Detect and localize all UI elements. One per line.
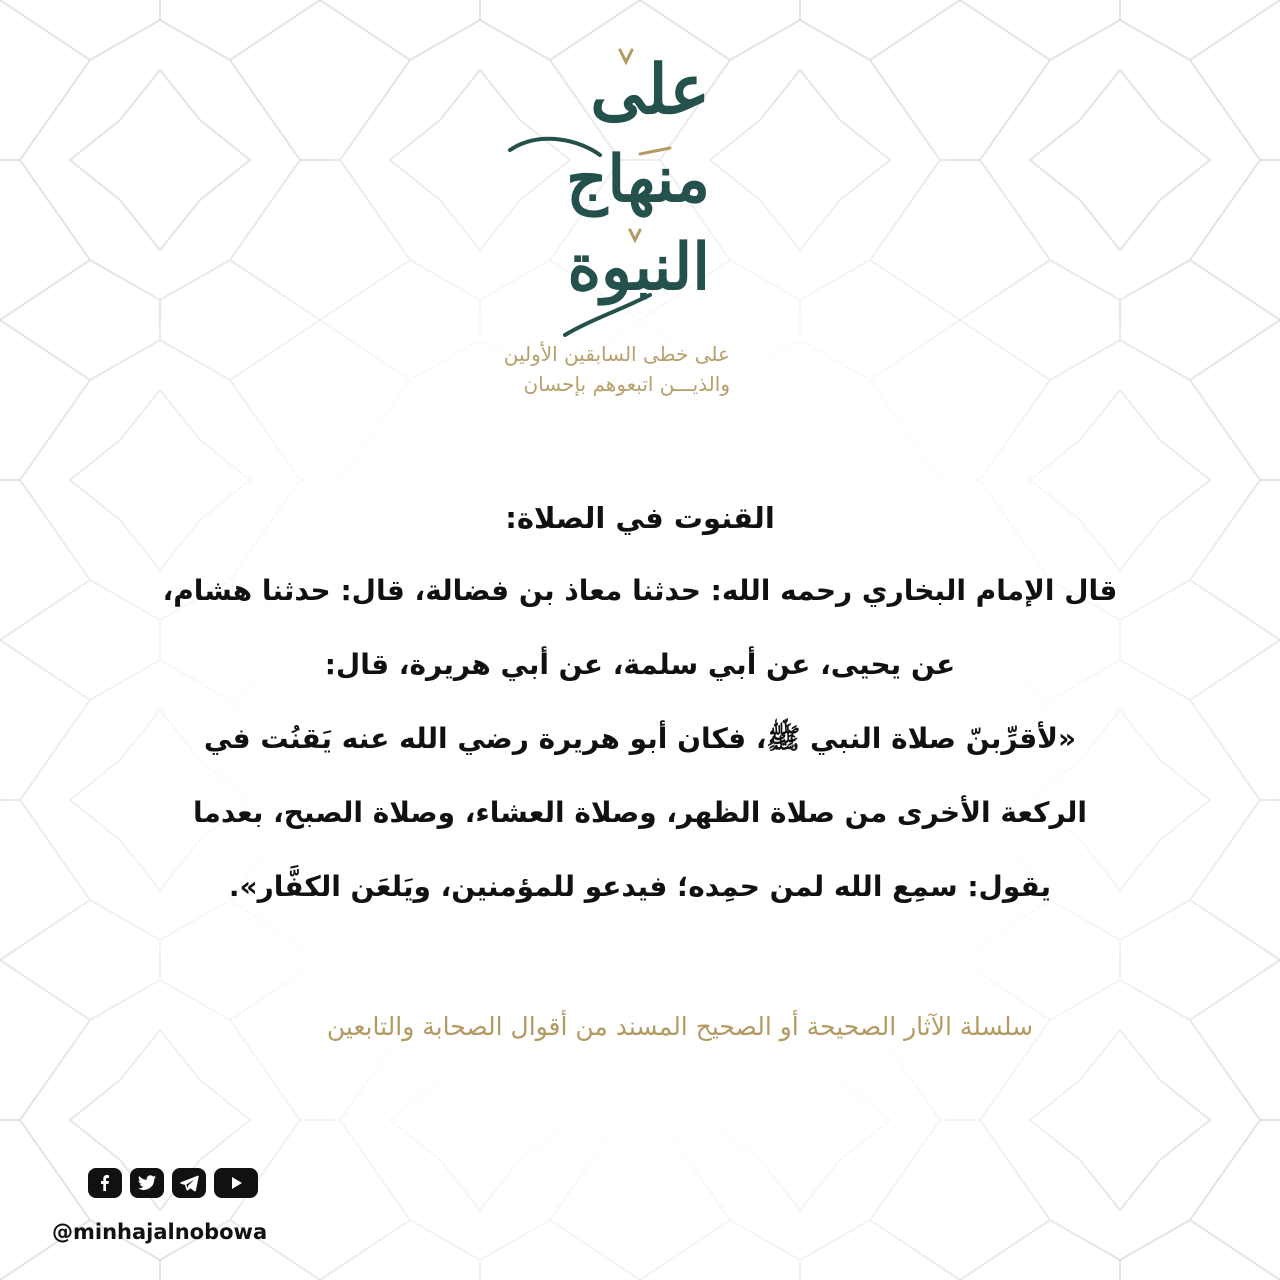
logo-word-3: النبوة: [567, 230, 710, 305]
series-label: سلسلة الآثار الصحيحة أو الصحيح المسند من أقوال الصحابة والتابعين: [326, 1012, 1034, 1041]
post-line: الركعة الأخرى من صلاة الظهر، وصلاة العشاء، وصلاة الصبح، بعدما: [192, 796, 1087, 829]
youtube-icon[interactable]: [214, 1168, 258, 1198]
facebook-icon[interactable]: [88, 1168, 122, 1198]
logo-word-1: على: [590, 50, 710, 130]
post-line: عن يحيى، عن أبي سلمة، عن أبي هريرة، قال:: [324, 648, 956, 681]
post-body: [70, 490, 1210, 924]
telegram-icon[interactable]: [172, 1168, 206, 1198]
logo-word-2: منهاج: [566, 142, 710, 217]
twitter-icon[interactable]: [130, 1168, 164, 1198]
post-line: «لأقرِّبنّ صلاة النبي ﷺ، فكان أبو هريرة رضي الله عنه يَقنُت في: [203, 722, 1077, 755]
post-heading: القنوت في الصلاة:: [505, 501, 775, 535]
logo-tagline-2: والذيـــن اتبعوهم بإحسان: [523, 372, 730, 396]
post-line: يقول: سمِع الله لمن حمِده؛ فيدعو للمؤمنين، ويَلعَن الكفَّار».: [228, 870, 1052, 903]
social-handle: @minhajalnobowa: [52, 1220, 268, 1244]
social-links: [88, 1168, 258, 1198]
post-line: قال الإمام البخاري رحمه الله: حدثنا معاذ بن فضالة، قال: حدثنا هشام،: [162, 574, 1118, 607]
site-logo: [470, 30, 770, 410]
logo-tagline-1: على خطى السابقين الأولين: [503, 342, 730, 366]
